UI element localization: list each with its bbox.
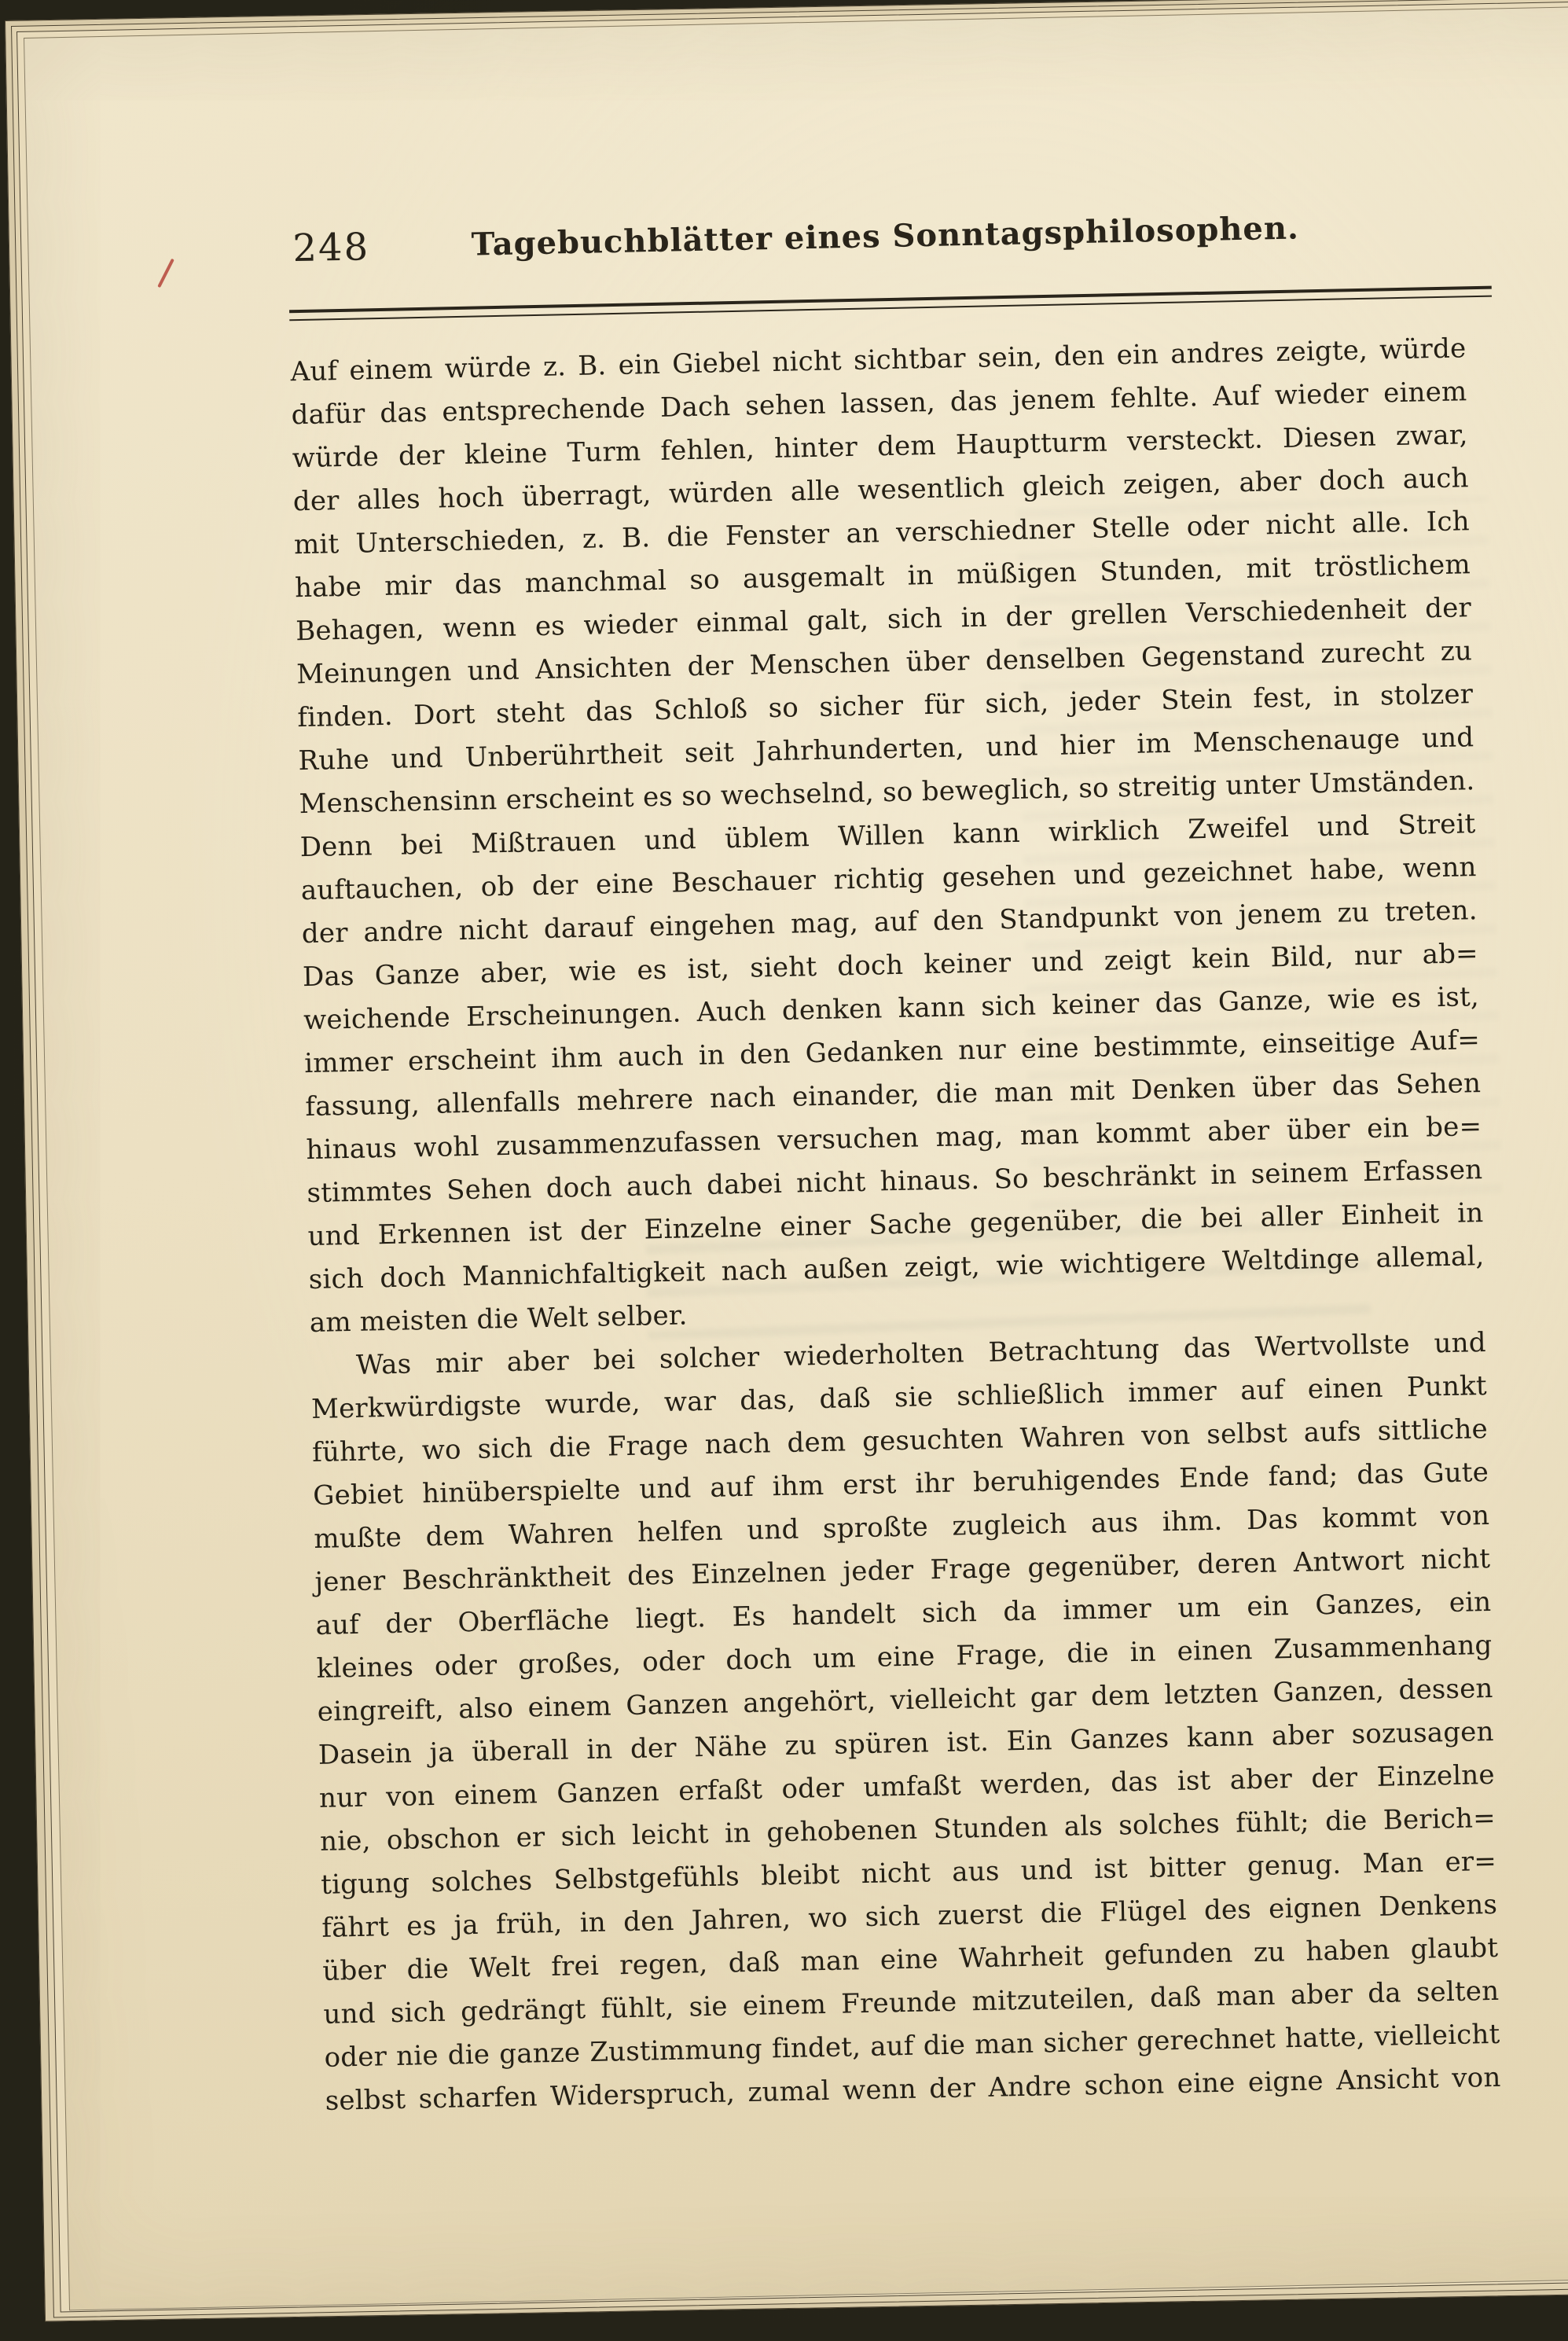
text-line: nur von einem Ganzen erfaßt oder umfaßt werden, das ist aber der Einzelne — [318, 1759, 1496, 1814]
text-line: mit Unterschieden, z. B. die Fenster an verschiedner Stelle oder nicht alle. Ich — [293, 505, 1471, 561]
red-pencil-mark — [157, 259, 174, 288]
text-line: der alles hoch überragt, würden alle wesentlich gleich zeigen, aber doch auch — [292, 462, 1470, 518]
text-line: auf der Oberfläche liegt. Es handelt sich da immer um ein Ganzes, ein — [315, 1586, 1492, 1641]
text-line: nie, obschon er sich leicht in gehobenen Stunden als solches fühlt; die Berich= — [319, 1802, 1496, 1858]
text-line: Behagen, wenn es wieder einmal galt, sich in der grellen Verschiedenheit der — [295, 592, 1472, 648]
paragraph — [310, 1321, 1501, 2123]
text-line: sich doch Mannichfaltigkeit nach außen zeigt, wie wichtigere Weltdinge allemal, — [308, 1240, 1485, 1296]
text-line: oder nie die ganze Zustimmung findet, auf die man sicher gerechnet hatte, vielleicht — [324, 2018, 1500, 2074]
header-double-rule — [289, 286, 1492, 322]
text-line: Auf einem würde z. B. ein Giebel nicht sichtbar sein, den ein andres zeigte, würde — [290, 333, 1467, 388]
text-line: über die Welt frei regen, daß man eine Wahrheit gefunden zu haben glaubt — [322, 1931, 1499, 1987]
text-line: dafür das entsprechende Dach sehen lassen, das jenem fehlte. Auf wieder einem — [291, 376, 1467, 432]
text-line: mußte dem Wahren helfen und sproßte zugleich aus ihm. Das kommt von — [314, 1499, 1490, 1555]
text-line: würde der kleine Turm fehlen, hinter dem Hauptturm versteckt. Diesen zwar, — [292, 419, 1468, 475]
body-text — [290, 327, 1501, 2123]
text-line: weichende Erscheinungen. Auch denken kann sich keiner das Ganze, wie es ist, — [303, 981, 1480, 1037]
page-number: 248 — [292, 225, 370, 271]
page-header — [288, 197, 1483, 275]
text-line: und sich gedrängt fühlt, sie einem Freunde mitzuteilen, daß man aber da selten — [323, 1975, 1500, 2030]
text-line: selbst scharfen Widerspruch, zumal wenn der Andre schon eine eigne Ansicht von — [325, 2061, 1501, 2117]
text-line: fassung, allenfalls mehrere nach einander, die man mit Denken über das Sehen — [304, 1068, 1482, 1123]
paragraph — [290, 327, 1485, 1345]
text-line: der andre nicht darauf eingehen mag, auf den Standpunkt von jenem zu treten. — [301, 895, 1478, 950]
text-line: Was mir aber bei solcher wiederholten Betrachtung das Wertvollste und — [355, 1326, 1487, 1381]
text-line: Ruhe und Unberührtheit seit Jahrhunderten, und hier im Menschenauge und — [298, 722, 1474, 777]
text-line: auftauchen, ob der eine Beschauer richtig gesehen und gezeichnet habe, wenn — [300, 851, 1477, 907]
text-line: fährt es ja früh, in den Jahren, wo sich zuerst die Flügel des eignen Denkens — [321, 1888, 1498, 1944]
text-line: immer erscheint ihm auch in den Gedanken nur eine bestimmte, einseitige Auf= — [303, 1024, 1481, 1080]
text-line: kleines oder großes, oder doch um eine Frage, die in einen Zusammenhang — [316, 1629, 1493, 1685]
text-line: Denn bei Mißtrauen und üblem Willen kann wirklich Zweifel und Streit — [299, 808, 1476, 864]
text-line: finden. Dort steht das Schloß so sicher für sich, jeder Stein fest, in stolzer — [297, 678, 1474, 734]
text-line: Gebiet hinüberspielte und auf ihm erst ihr beruhigendes Ende fand; das Gute — [312, 1456, 1489, 1512]
text-line: führte, wo sich die Frage nach dem gesuchten Wahren von selbst aufs sittliche — [311, 1413, 1489, 1468]
text-line: jener Beschränktheit des Einzelnen jeder Frage gegenüber, deren Antwort nicht — [314, 1542, 1491, 1598]
text-line: und Erkennen ist der Einzelne einer Sache gegenüber, die bei aller Einheit in — [307, 1197, 1484, 1253]
running-title: Tagebuchblätter eines Sonntagsphilosophen. — [471, 209, 1300, 263]
text-line: am meisten die Welt selber. — [309, 1299, 688, 1340]
text-line: Meinungen und Ansichten der Menschen über denselben Gegenstand zurecht zu — [296, 635, 1473, 691]
text-line: habe mir das manchmal so ausgemalt in müßigen Stunden, mit tröstlichem — [294, 549, 1471, 605]
text-line: Menschensinn erscheint es so wechselnd, so beweglich, so streitig unter Umständen. — [299, 765, 1475, 821]
text-line: Das Ganze aber, wie es ist, sieht doch keiner und zeigt kein Bild, nur ab= — [302, 938, 1479, 994]
text-line: stimmtes Sehen doch auch dabei nicht hinaus. So beschränkt in seinem Erfassen — [307, 1154, 1483, 1210]
text-line: Dasein ja überall in der Nähe zu spüren ist. Ein Ganzes kann aber sozusagen — [318, 1715, 1495, 1771]
text-line: eingreift, also einem Ganzen angehört, vielleicht gar dem letzten Ganzen, dessen — [317, 1672, 1493, 1728]
text-line: Merkwürdigste wurde, war das, daß sie schließlich immer auf einen Punkt — [310, 1369, 1488, 1425]
text-line: tigung solches Selbstgefühls bleibt nicht aus und ist bitter genug. Man er= — [320, 1845, 1497, 1901]
text-line: hinaus wohl zusammenzufassen versuchen mag, man kommt aber über ein be= — [306, 1111, 1482, 1167]
book-page — [24, 4, 1568, 2310]
